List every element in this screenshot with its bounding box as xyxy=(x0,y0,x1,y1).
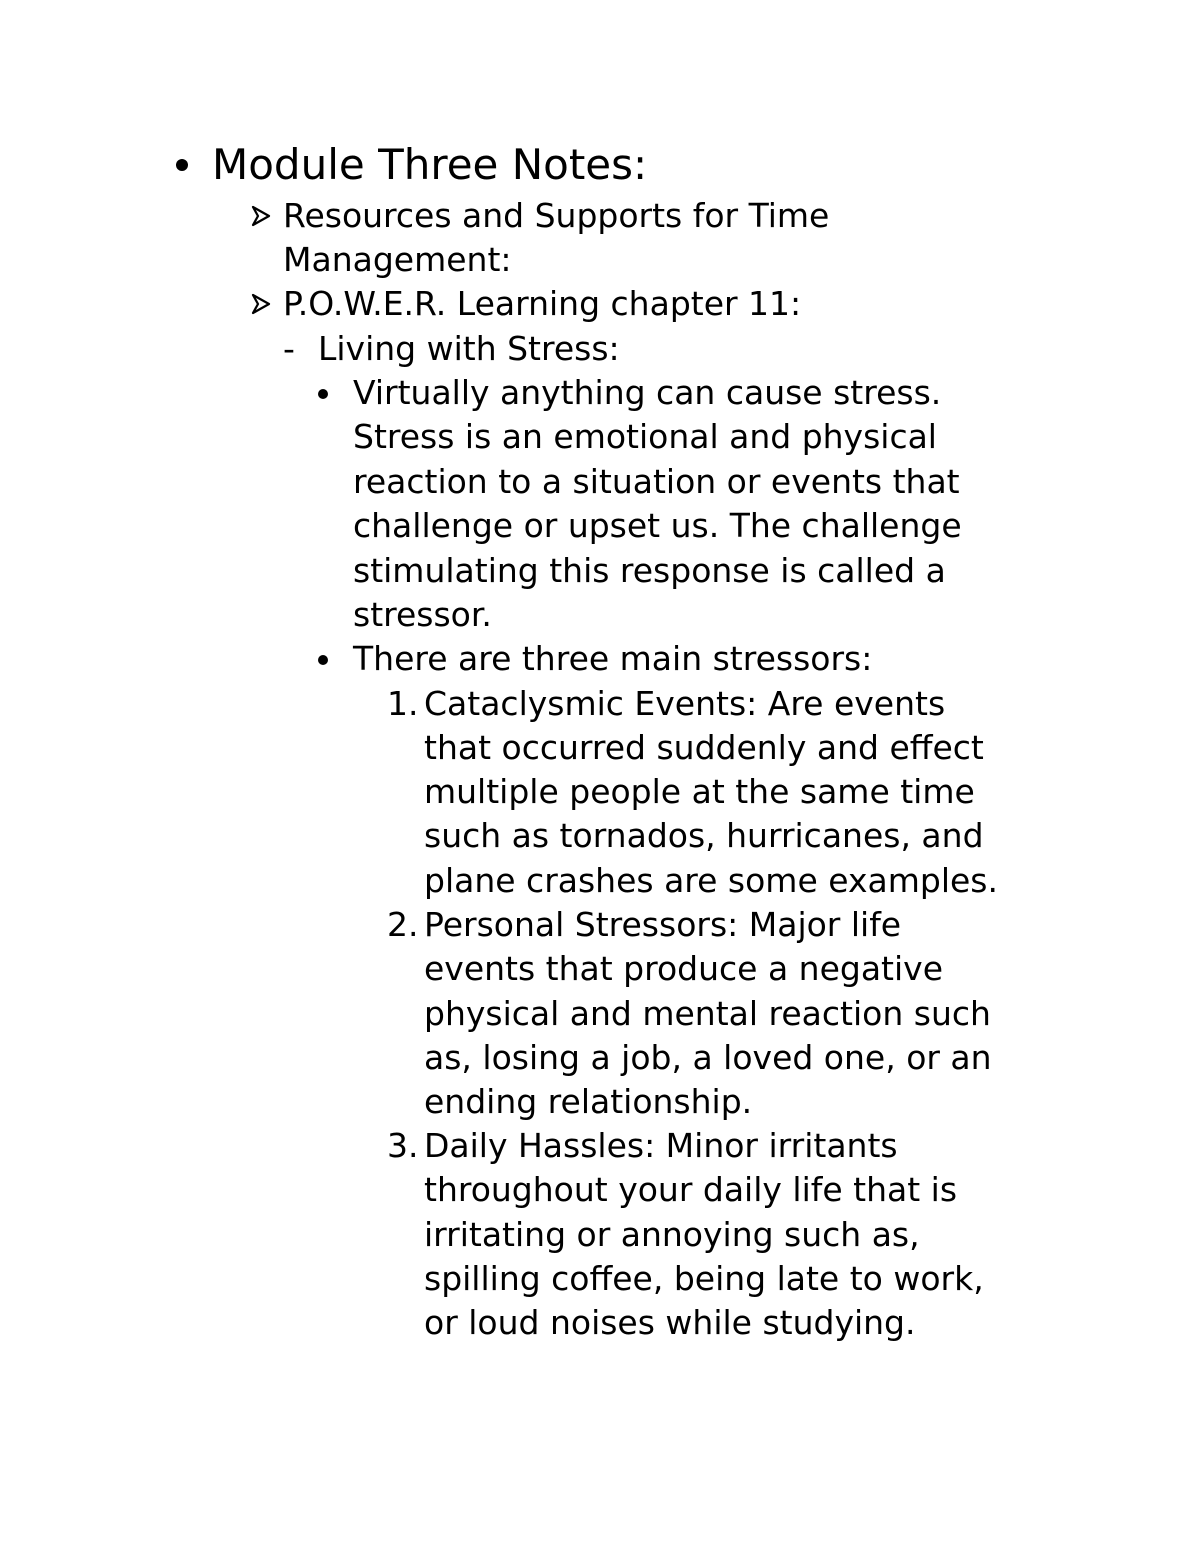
list-item-line: Stress is an emotional and physical xyxy=(353,417,937,456)
list-item-line: Daily Hassles: Minor irritants xyxy=(424,1126,898,1165)
list-item-line: ending relationship. xyxy=(424,1082,753,1121)
list-number: 2. xyxy=(387,905,419,944)
arrow-bullet-icon xyxy=(250,205,272,227)
list-number: 3. xyxy=(387,1126,419,1165)
arrow-bullet-icon xyxy=(250,293,272,315)
list-item-line: challenge or upset us. The challenge xyxy=(353,506,962,545)
list-item-line: stimulating this response is called a xyxy=(353,551,946,590)
list-item-line: reaction to a situation or events that xyxy=(353,462,960,501)
list-item-line: that occurred suddenly and effect xyxy=(424,728,984,767)
list-item-line: Personal Stressors: Major life xyxy=(424,905,902,944)
page-title: Module Three Notes: xyxy=(212,140,648,189)
list-item-line: plane crashes are some examples. xyxy=(424,861,998,900)
list-item-line: such as tornados, hurricanes, and xyxy=(424,816,984,855)
bullet-icon xyxy=(176,159,188,171)
list-item-line: Resources and Supports for Time xyxy=(283,196,830,235)
bullet-icon xyxy=(318,655,328,665)
list-item-line: throughout your daily life that is xyxy=(424,1170,958,1209)
list-item-line: irritating or annoying such as, xyxy=(424,1215,920,1254)
section-heading: Living with Stress: xyxy=(318,329,620,368)
list-item-line: Virtually anything can cause stress. xyxy=(353,373,942,412)
list-item-line: multiple people at the same time xyxy=(424,772,975,811)
list-item-line: Cataclysmic Events: Are events xyxy=(424,684,946,723)
list-item-line: as, losing a job, a loved one, or an xyxy=(424,1038,992,1077)
list-item-line: events that produce a negative xyxy=(424,949,943,988)
list-item-line: P.O.W.E.R. Learning chapter 11: xyxy=(283,284,802,323)
list-item-line: Management: xyxy=(283,240,512,279)
list-item-line: stressor. xyxy=(353,595,492,634)
bullet-icon xyxy=(318,389,328,399)
list-item-line: physical and mental reaction such xyxy=(424,994,991,1033)
list-item-line: spilling coffee, being late to work, xyxy=(424,1259,984,1298)
list-number: 1. xyxy=(387,684,419,723)
list-item-line: or loud noises while studying. xyxy=(424,1303,916,1342)
list-item-line: There are three main stressors: xyxy=(353,639,873,678)
dash-marker: - xyxy=(283,329,295,368)
